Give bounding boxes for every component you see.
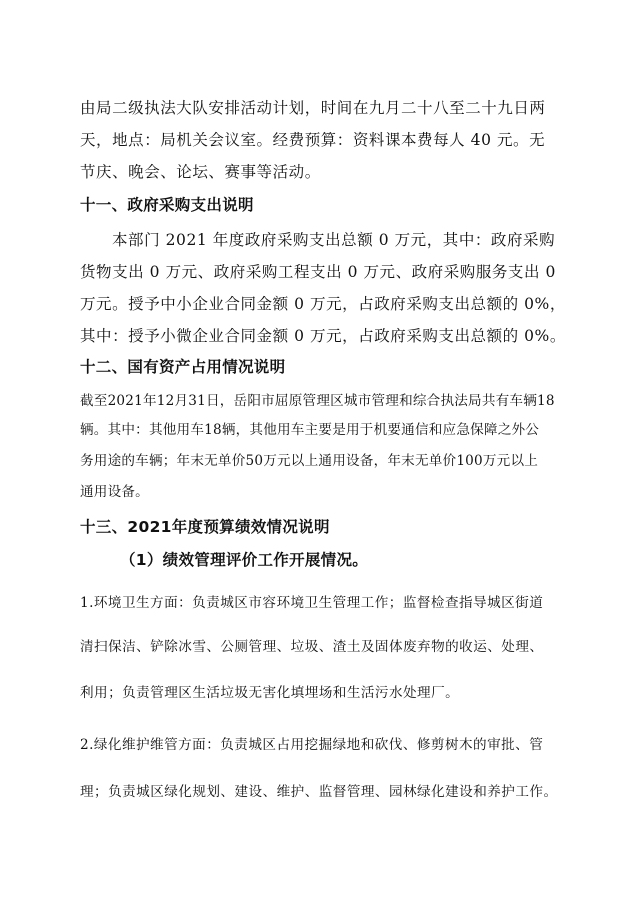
paragraph-line: 1.环境卫生方面：负责城区市容环境卫生管理工作；监督检查指导城区街道 [80,595,544,611]
paragraph-line: 万元。授予中小企业合同金额 0 万元，占政府采购支出总额的 0%， [80,295,566,313]
paragraph-line: 截至2021年12月31日，岳阳市屈原管理区城市管理和综合执法局共有车辆18 [80,393,555,409]
section-heading-11: 十一、政府采购支出说明 [80,196,254,214]
paragraph-line: 2.绿化维护维管方面：负责城区占用挖掘绿地和砍伐、修剪树木的审批、管 [80,737,544,753]
paragraph-line: 天，地点：局机关会议室。经费预算：资料课本费每人 40 元。无 [80,131,546,149]
paragraph-line: 其中：授予小微企业合同金额 0 万元，占政府采购支出总额的 0%。 [80,327,566,345]
paragraph-line: 理；负责城区绿化规划、建设、维护、监督管理、园林绿化建设和养护工作。 [80,784,558,800]
paragraph-line: 通用设备。 [80,484,149,500]
paragraph-line: 务用途的车辆；年末无单价50万元以上通用设备，年末无单价100万元以上 [80,453,539,469]
section-heading-12: 十二、国有资产占用情况说明 [80,358,286,376]
paragraph-line: 本部门 2021 年度政府采购支出总额 0 万元，其中：政府采购 [112,231,556,249]
paragraph-line: 清扫保洁、铲除冰雪、公厕管理、垃圾、渣土及固体废弃物的收运、处理、 [80,639,544,655]
paragraph-line: 由局二级执法大队安排活动计划，时间在九月二十八至二十九日两 [80,99,546,117]
subsection-heading: （1）绩效管理评价工作开展情况。 [120,551,369,569]
section-heading-13: 十三、2021年度预算绩效情况说明 [80,518,330,536]
paragraph-line: 利用；负责管理区生活垃圾无害化填埋场和生活污水处理厂。 [80,685,460,701]
paragraph-line: 辆。其中：其他用车18辆，其他用车主要是用于机要通信和应急保障之外公 [80,422,540,438]
paragraph-line: 货物支出 0 万元、政府采购工程支出 0 万元、政府采购服务支出 0 [80,263,556,281]
paragraph-line: 节庆、晚会、论坛、赛事等活动。 [80,163,321,181]
